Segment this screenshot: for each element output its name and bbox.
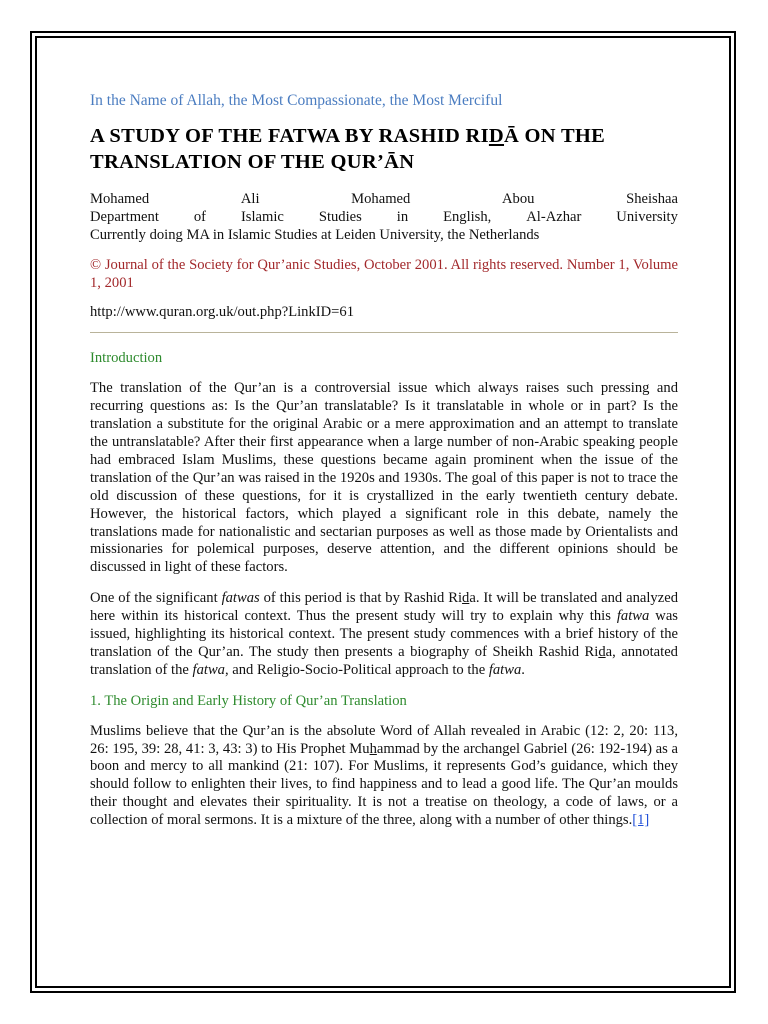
department-word: English,	[443, 208, 492, 225]
italic-term: fatwas	[221, 590, 260, 607]
text-run: was issued, highlighting its historical context. The present study commences with a brief history of the translation of the Qur’an. The study then presents a biography of Sheikh Rashid Ri	[90, 608, 678, 660]
department-word: Al-Azhar	[526, 208, 582, 225]
section-divider	[90, 332, 678, 333]
text-run: a. It will be translated and analyzed here within its historical context. Thus the present study will try to explain why this	[90, 590, 678, 625]
title-line1-part2: Ā ON THE	[504, 124, 606, 147]
department-word: Studies	[318, 208, 362, 225]
text-run: ammad by the archangel Gabriel (26: 192-194) as a boon and mercy to all mankind (21: 107). For Muslims, it represents God’s guidance, which they should follow to enlighten their lives, to find happiness and to lead a good life. The Qur’an moulds their thought and elevates their spirituality. It is not a treatise on theology, a code of laws, or a collection of moral sermons. It is a mixture of the three, along with a number of other things.	[90, 740, 679, 829]
author-name-word: Abou	[502, 190, 535, 207]
author-department	[90, 209, 678, 227]
department-word: Department	[90, 208, 159, 225]
text-run: One of the significant	[90, 590, 222, 607]
department-word: Islamic	[240, 208, 284, 225]
author-block	[90, 191, 678, 245]
italic-term: fatwa	[192, 661, 225, 678]
footnote-link[interactable]: [1]	[632, 812, 650, 829]
text-run: a, annotated translation of the	[90, 643, 678, 678]
author-name-word: Mohamed	[351, 190, 411, 207]
invocation-line: In the Name of Allah, the Most Compassionate, the Most Merciful	[90, 92, 503, 109]
article	[90, 92, 678, 843]
department-word: University	[616, 208, 678, 225]
section-1-paragraph-1	[90, 723, 678, 830]
underlined-letter: d	[462, 590, 470, 607]
title-line1-part1: A STUDY OF THE FATWA BY RASHID RI	[90, 124, 489, 147]
author-name-word: Mohamed	[90, 190, 150, 207]
introduction-paragraph-2	[90, 590, 678, 680]
text-run: of this period is that by Rashid Ri	[259, 590, 463, 607]
underlined-letter: h	[369, 740, 377, 757]
copyright-notice: © Journal of the Society for Qur’anic Studies, October 2001. All rights reserved. Number 1, Volume 1, 2001	[90, 256, 678, 291]
underlined-letter: d	[598, 643, 606, 660]
department-word: of	[193, 208, 206, 225]
title-line1-underlined: D	[488, 124, 505, 147]
introduction-paragraph-1: The translation of the Qur’an is a controversial issue which always raises such pressing and recurring questions as: Is the Qur’an translatable? Is it translatable in whole or in part? Is the translation a substitute for the original Arabic or a mere approximation and an attempt to translate the untranslatable? After their first appearance when a large number of non-Arabic speaking people had embraced Islam Muslims, these questions became again prominent when the issue of the translation of the Qur’an was raised in the 1920s and 1930s. The goal of this paper is not to trace the old discussion of these questions, for it is crystallized in the early twentieth century debate. However, the historical factors, which played a significant role in this debate, namely the translations made for nationalistic and sectarian purposes as well as those made by Orientalists and missionaries for polemical purposes, deserve attention, and the different opinions should be discussed in light of these factors.	[90, 380, 678, 576]
text-run: .	[521, 661, 525, 678]
introduction-heading: Introduction	[90, 350, 163, 367]
italic-term: fatwa	[616, 608, 650, 625]
text-run: Muslims believe that the Qur’an is the absolute Word of Allah revealed in Arabic (12: 2, 20: 113, 26: 195, 39: 28, 41: 3, 43: 3) to His Prophet Mu	[90, 722, 678, 757]
article-title	[90, 123, 678, 175]
author-name-word: Sheishaa	[626, 190, 678, 207]
author-name-word: Ali	[240, 190, 260, 207]
department-word: in	[396, 208, 409, 225]
author-name	[90, 191, 678, 209]
text-run: , and Religio-Socio-Political approach to the	[224, 661, 489, 678]
source-url: http://www.quran.org.uk/out.php?LinkID=61	[90, 304, 354, 321]
author-current-study: Currently doing MA in Islamic Studies at Leiden University, the Netherlands	[90, 226, 540, 243]
italic-term: fatwa	[488, 661, 522, 678]
section-1-heading: 1. The Origin and Early History of Qur’an Translation	[90, 692, 407, 709]
title-line2: TRANSLATION OF THE QUR’ĀN	[90, 150, 415, 173]
